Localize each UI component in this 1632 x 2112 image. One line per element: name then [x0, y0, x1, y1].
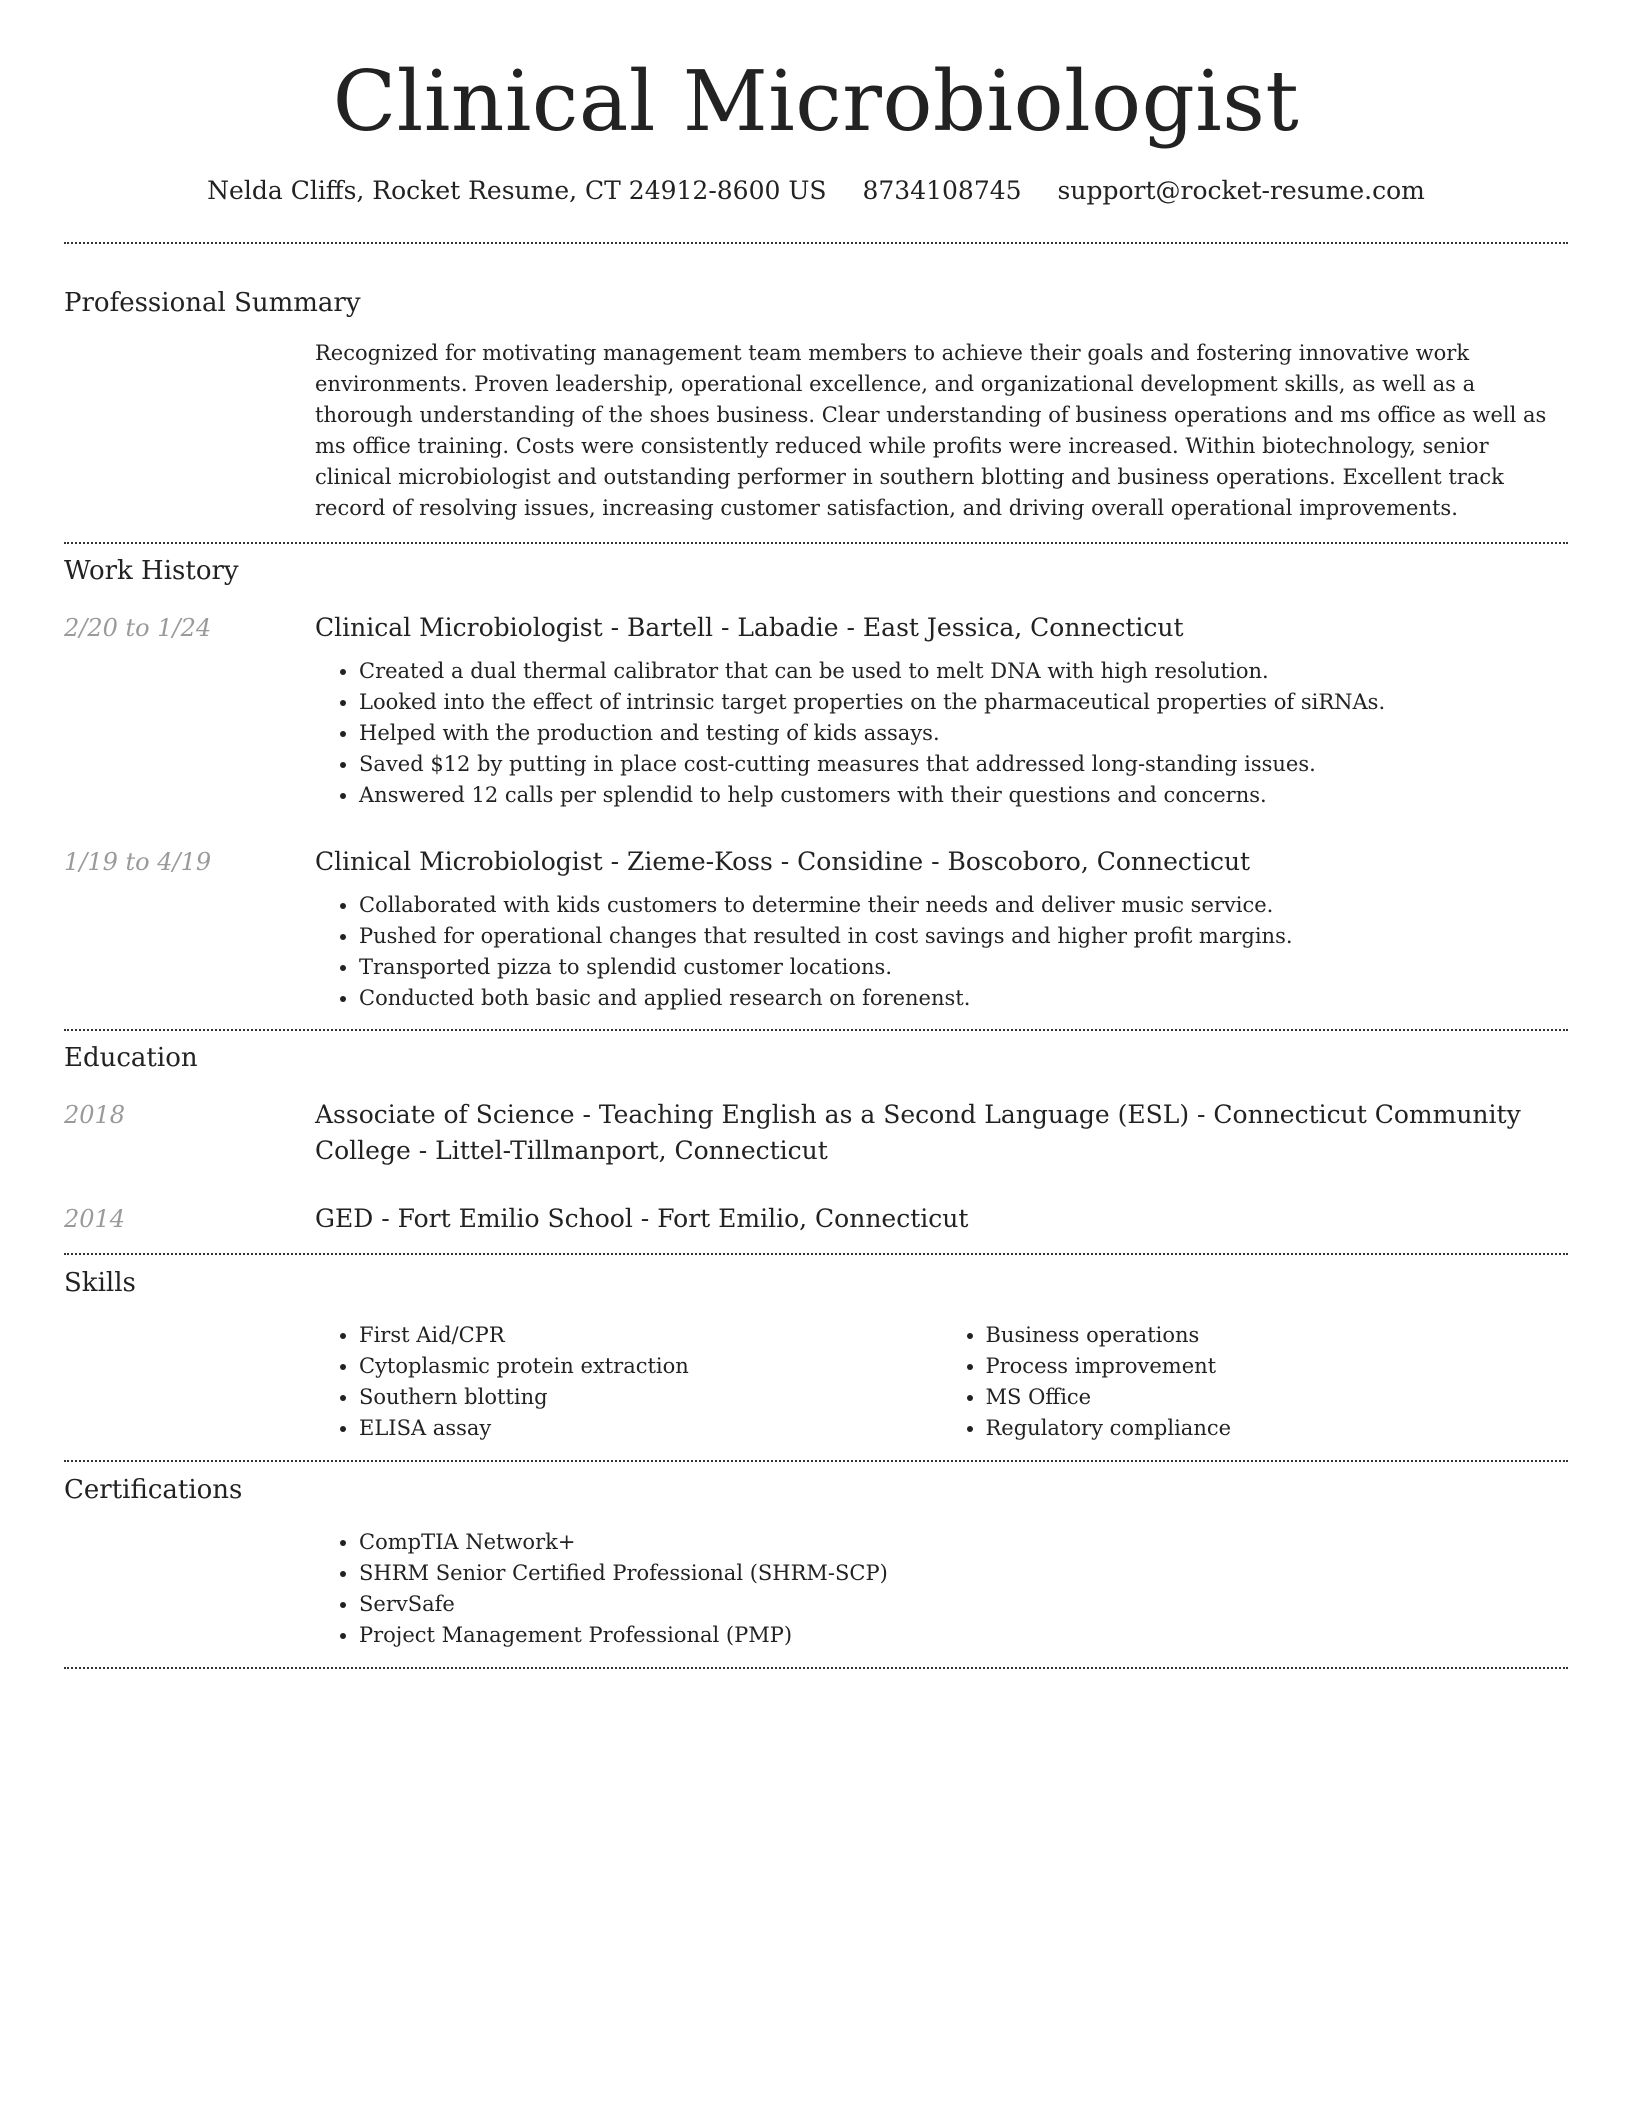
divider — [64, 1029, 1568, 1031]
list-item: • Conducted both basic and applied research on forenenst. — [359, 983, 1568, 1014]
list-item: • Transported pizza to splendid customer locations. — [359, 952, 1568, 983]
contact-phone: 8734108745 — [862, 176, 1022, 205]
skills-heading: Skills — [64, 1268, 136, 1298]
resume-page — [64, 0, 1568, 1669]
list-item: • Answered 12 calls per splendid to help customers with their questions and concerns. — [359, 780, 1568, 811]
job-bullets — [315, 656, 1568, 811]
list-item: • Process improvement — [986, 1351, 1569, 1382]
list-item: • ELISA assay — [359, 1413, 942, 1444]
education-heading: Education — [64, 1043, 198, 1073]
summary-text: Recognized for motivating management team members to achieve their goals and fostering innovative work environments. Proven leadership, operational excellence, and organizational development skills, as well as a thorough understanding of the shoes business. Clear understanding of business operations and ms office as well as ms office training. Costs were consistently reduced while profits were increased. Within biotechnology, senior clinical microbiologist and outstanding performer in southern blotting and business operations. Excellent track record of resolving issues, increasing customer satisfaction, and driving overall operational improvements. — [315, 341, 1547, 520]
certifications-row — [64, 1527, 1568, 1651]
resume-title: Clinical Microbiologist — [332, 53, 1300, 150]
education-entry — [64, 1201, 1568, 1237]
summary-row — [64, 338, 1568, 524]
list-item: • Business operations — [986, 1320, 1569, 1351]
job-dates: 2/20 to 1/24 — [64, 614, 212, 642]
contact-email: support@rocket-resume.com — [1057, 176, 1425, 205]
education-title: GED - Fort Emilio School - Fort Emilio, Connecticut — [315, 1204, 969, 1233]
job-title: Clinical Microbiologist - Zieme-Koss - Considine - Boscoboro, Connecticut — [315, 847, 1251, 876]
divider — [64, 242, 1568, 244]
job-entry — [64, 610, 1568, 811]
divider — [64, 542, 1568, 544]
list-item: • Southern blotting — [359, 1382, 942, 1413]
list-item: • CompTIA Network+ — [359, 1527, 1568, 1558]
list-item: • ServSafe — [359, 1589, 1568, 1620]
list-item: • Helped with the production and testing of kids assays. — [359, 718, 1568, 749]
list-item: • Project Management Professional (PMP) — [359, 1620, 1568, 1651]
education-year: 2014 — [64, 1205, 126, 1233]
list-item: • Created a dual thermal calibrator that can be used to melt DNA with high resolution. — [359, 656, 1568, 687]
contact-address: Nelda Cliffs, Rocket Resume, CT 24912-8600 US — [207, 176, 827, 205]
job-entry — [64, 844, 1568, 1014]
education-entry — [64, 1097, 1568, 1169]
work-heading: Work History — [64, 556, 239, 586]
skills-list-left — [315, 1320, 942, 1444]
summary-heading: Professional Summary — [64, 288, 361, 318]
contact-line — [64, 174, 1568, 208]
job-title: Clinical Microbiologist - Bartell - Labadie - East Jessica, Connecticut — [315, 613, 1184, 642]
skills-list-right — [942, 1320, 1569, 1444]
certifications-list — [315, 1527, 1568, 1651]
divider — [64, 1667, 1568, 1669]
certifications-heading: Certifications — [64, 1475, 243, 1505]
list-item: • SHRM Senior Certified Professional (SHRM-SCP) — [359, 1558, 1568, 1589]
job-bullets — [315, 890, 1568, 1014]
list-item: • Collaborated with kids customers to determine their needs and deliver music service. — [359, 890, 1568, 921]
education-year: 2018 — [64, 1101, 126, 1129]
job-dates: 1/19 to 4/19 — [64, 848, 212, 876]
education-title: Associate of Science - Teaching English as a Second Language (ESL) - Connecticut Community College - Littel-Tillmanport, Connecticut — [315, 1100, 1521, 1165]
list-item: • First Aid/CPR — [359, 1320, 942, 1351]
list-item: • Saved $12 by putting in place cost-cutting measures that addressed long-standing issues. — [359, 749, 1568, 780]
divider — [64, 1253, 1568, 1255]
list-item: • Pushed for operational changes that resulted in cost savings and higher profit margins. — [359, 921, 1568, 952]
list-item: • MS Office — [986, 1382, 1569, 1413]
skills-row — [64, 1320, 1568, 1444]
list-item: • Cytoplasmic protein extraction — [359, 1351, 942, 1382]
list-item: • Looked into the effect of intrinsic target properties on the pharmaceutical properties of siRNAs. — [359, 687, 1568, 718]
list-item: • Regulatory compliance — [986, 1413, 1569, 1444]
divider — [64, 1460, 1568, 1462]
